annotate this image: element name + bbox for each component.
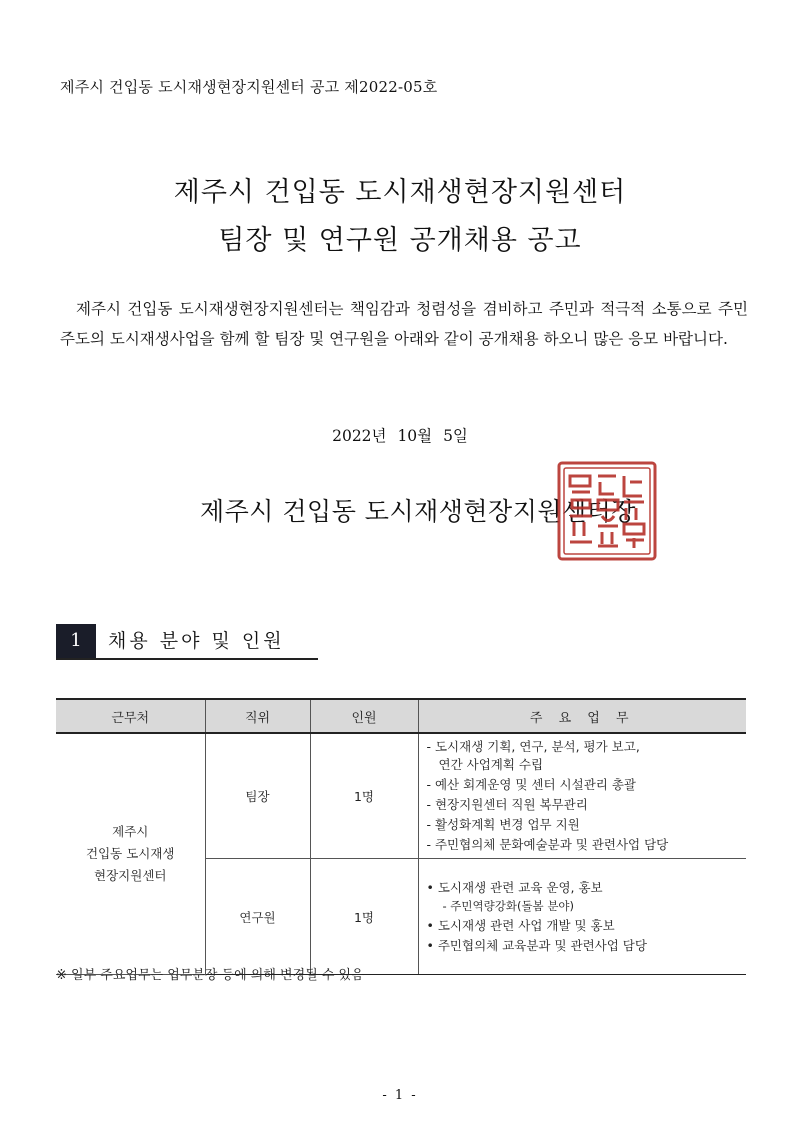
duty-item: - 현장지원센터 직원 복무관리 xyxy=(426,797,588,812)
header-duties: 주 요 업 무 xyxy=(418,699,746,733)
header-position: 직위 xyxy=(205,699,310,733)
header-count: 인원 xyxy=(310,699,418,733)
section-number: 1 xyxy=(56,624,96,658)
workplace-line: 건입동 도시재생 xyxy=(86,846,175,861)
position-cell: 연구원 xyxy=(205,859,310,975)
table-header-row xyxy=(56,699,746,733)
section-label: 채용 분야 및 인원 xyxy=(108,630,285,652)
duty-item: - 주민역량강화(돌봄 분야) xyxy=(442,898,575,913)
position-cell: 팀장 xyxy=(205,733,310,859)
duty-item: 연간 사업계획 수립 xyxy=(438,757,544,772)
title-line-2: 팀장 및 연구원 공개채용 공고 xyxy=(218,225,582,256)
workplace-cell xyxy=(56,733,205,975)
notice-number: 제주시 건입동 도시재생현장지원센터 공고 제2022-05호 xyxy=(60,78,438,96)
page-number: - 1 - xyxy=(382,1088,418,1103)
duty-item: - 활성화계획 변경 업무 지원 xyxy=(426,817,580,832)
official-seal-stamp xyxy=(556,460,658,562)
header-workplace: 근무처 xyxy=(56,699,205,733)
intro-paragraph: 제주시 건입동 도시재생현장지원센터는 책임감과 청렴성을 겸비하고 주민과 적극적 소통으로 주민 주도의 도시재생사업을 함께 할 팀장 및 연구원을 아래와 같이 공개채용 하오니 많은 응모 바랍니다. xyxy=(60,300,748,348)
workplace-line: 제주시 xyxy=(112,824,149,839)
announcement-date: 2022년 10월 5일 xyxy=(332,427,468,445)
count-cell: 1명 xyxy=(310,733,418,859)
duty-item: - 예산 회계운영 및 센터 시설관리 총괄 xyxy=(426,777,636,792)
count-cell: 1명 xyxy=(310,859,418,975)
table-row xyxy=(56,733,746,859)
workplace-line: 현장지원센터 xyxy=(94,868,167,883)
duty-item: • 주민협의체 교육분과 및 관련사업 담당 xyxy=(426,937,647,953)
duty-item: - 도시재생 기획, 연구, 분석, 평가 보고, xyxy=(426,739,640,754)
duty-item: - 주민협의체 문화예술분과 및 관련사업 담당 xyxy=(426,837,669,852)
section-1-heading xyxy=(56,624,318,660)
footnote: ※ 일부 주요업무는 업무분장 등에 의해 변경될 수 있음 xyxy=(56,968,364,983)
recruitment-table xyxy=(56,698,746,975)
title-line-1: 제주시 건입동 도시재생현장지원센터 xyxy=(173,177,627,208)
duties-cell xyxy=(418,733,746,859)
duty-item: • 도시재생 관련 사업 개발 및 홍보 xyxy=(426,917,615,933)
duties-cell xyxy=(418,859,746,975)
duty-item: • 도시재생 관련 교육 운영, 홍보 xyxy=(426,879,603,895)
issuer-name: 제주시 건입동 도시재생현장지원센터장 xyxy=(200,497,636,526)
